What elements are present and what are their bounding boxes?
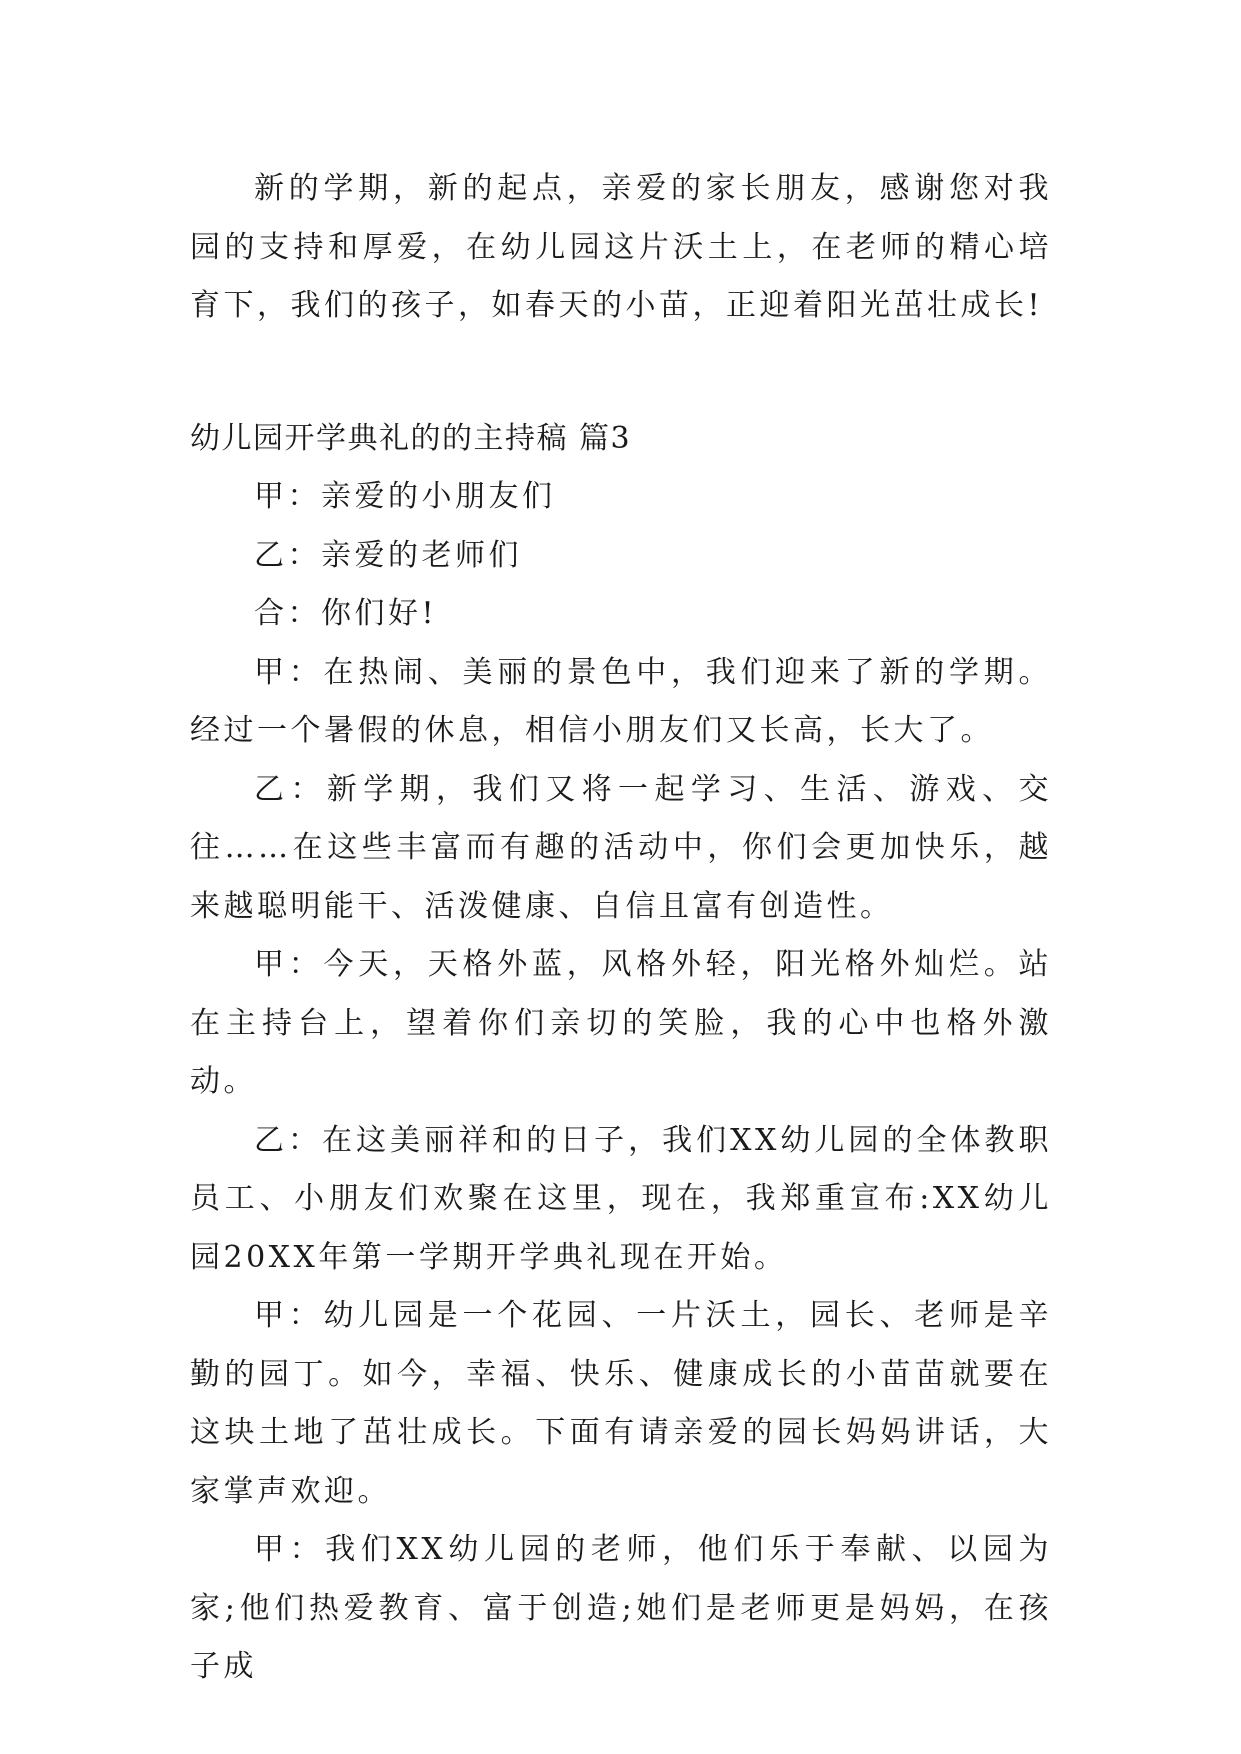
intro-paragraph: 新的学期，新的起点，亲爱的家长朋友，感谢您对我园的支持和厚爱，在幼儿园这片沃土上，在老师的精心培育下，我们的孩子，如春天的小苗，正迎着阳光茁壮成长! [190,171,1052,323]
dialogue-paragraph: 乙：新学期，我们又将一起学习、生活、游戏、交往……在这些丰富而有趣的活动中，你们会更加快乐，越来越聪明能干、活泼健康、自信且富有创造性。 [190,771,1052,924]
document-body [190,160,1052,1697]
dialogue-paragraph: 甲：幼儿园是一个花园、一片沃土，园长、老师是辛勤的园丁。如今，幸福、快乐、健康成长的小苗苗就要在这块土地了茁壮成长。下面有请亲爱的园长妈妈讲话，大家掌声欢迎。 [190,1298,1052,1509]
dialogue-paragraph: 甲：今天，天格外蓝，风格外轻，阳光格外灿烂。站在主持台上，望着你们亲切的笑脸，我的心中也格外激动。 [190,947,1052,1099]
dialogue-paragraph: 合：你们好! [254,596,438,631]
dialogue-paragraph: 甲：在热闹、美丽的景色中，我们迎来了新的学期。经过一个暑假的休息，相信小朋友们又长高，长大了。 [190,654,1052,748]
dialogue-paragraph: 乙：在这美丽祥和的日子，我们XX幼儿园的全体教职员工、小朋友们欢聚在这里，现在，我郑重宣布:XX幼儿园20XX年第一学期开学典礼现在开始。 [190,1122,1052,1275]
section-title: 幼儿园开学典礼的的主持稿 篇3 [190,420,632,456]
dialogue-paragraph: 乙：亲爱的老师们 [254,537,522,573]
paragraph-gap [190,336,1052,410]
dialogue-paragraph: 甲：亲爱的小朋友们 [254,479,556,514]
dialogue-paragraph: 甲：我们XX幼儿园的老师，他们乐于奉献、以园为家;他们热爱教育、富于创造;她们是老师更是妈妈，在孩子成 [190,1532,1052,1684]
